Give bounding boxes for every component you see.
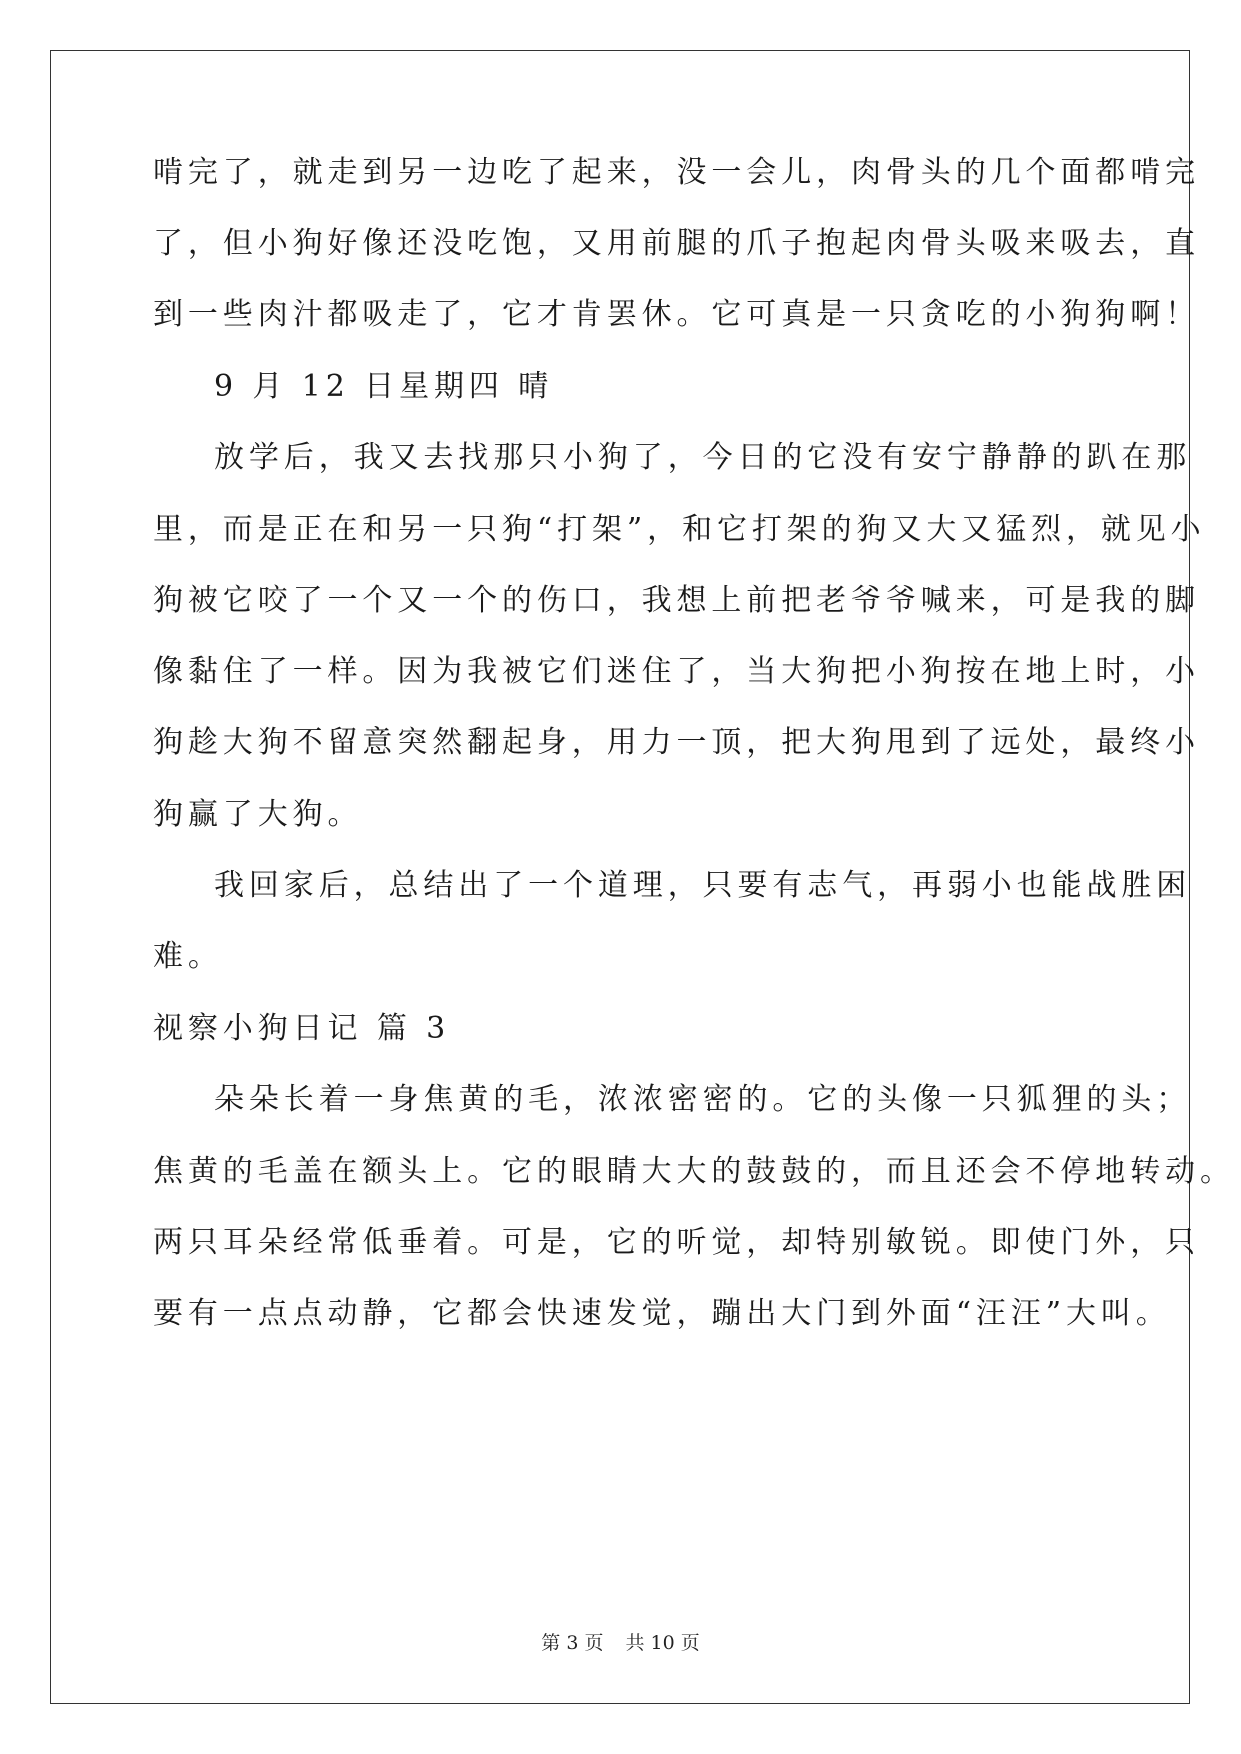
- text-line: 像黏住了一样。因为我被它们迷住了，当大狗把小狗按在地上时，小: [153, 654, 1200, 689]
- text-line: 了，但小狗好像还没吃饱，又用前腿的爪子抱起肉骨头吸来吸去，直: [153, 226, 1200, 261]
- text-line: 焦黄的毛盖在额头上。它的眼睛大大的鼓鼓的，而且还会不停地转动。: [153, 1154, 1235, 1189]
- text-line: 狗趁大狗不留意突然翻起身，用力一顶，把大狗甩到了远处，最终小: [153, 725, 1200, 760]
- diary-date-heading: 9 月 12 日星期四 晴: [214, 369, 554, 404]
- text-line: 狗赢了大狗。: [153, 797, 363, 832]
- text-line: 啃完了，就走到另一边吃了起来，没一会儿，肉骨头的几个面都啃完: [153, 155, 1200, 190]
- text-line: 放学后，我又去找那只小狗了，今日的它没有安宁静静的趴在那: [214, 440, 1192, 475]
- text-line: 我回家后，总结出了一个道理，只要有志气，再弱小也能战胜困: [214, 868, 1192, 903]
- page-number: 第 3 页: [541, 1632, 604, 1654]
- text-line: 要有一点点动静，它都会快速发觉，蹦出大门到外面“汪汪”大叫。: [153, 1296, 1171, 1331]
- text-line: 到一些肉汁都吸走了，它才肯罢休。它可真是一只贪吃的小狗狗啊！: [153, 297, 1200, 332]
- page-footer: [0, 1631, 1241, 1655]
- text-line: 两只耳朵经常低垂着。可是，它的听觉，却特别敏锐。即使门外，只: [153, 1225, 1200, 1260]
- text-line: 里，而是正在和另一只狗“打架”，和它打架的狗又大又猛烈，就见小: [153, 512, 1206, 547]
- text-line: 难。: [153, 939, 223, 974]
- section-title: 视察小狗日记 篇 3: [153, 1011, 451, 1046]
- text-line: 朵朵长着一身焦黄的毛，浓浓密密的。它的头像一只狐狸的头；: [214, 1082, 1192, 1117]
- text-line: 狗被它咬了一个又一个的伤口，我想上前把老爷爷喊来，可是我的脚: [153, 583, 1200, 618]
- page-total: 共 10 页: [625, 1632, 700, 1654]
